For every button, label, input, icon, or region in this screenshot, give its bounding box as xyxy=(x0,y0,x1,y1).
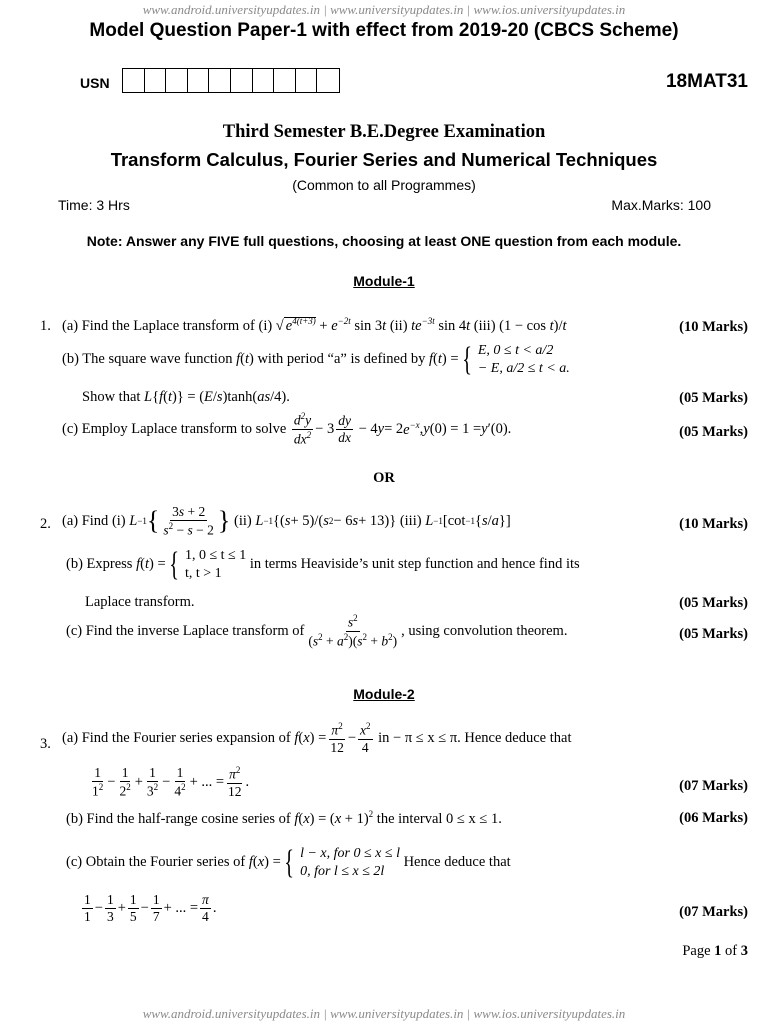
instructions-note: Note: Answer any FIVE full questions, choosing at least ONE question from each module. xyxy=(86,233,682,249)
q1a-expr-i: √ $e^{4(t+3)} + e^{-2t}$ sin 3t xyxy=(275,316,387,334)
usn-input-boxes[interactable] xyxy=(122,68,340,93)
paper-title: Model Question Paper-1 with effect from 2019-20 (CBCS Scheme) xyxy=(89,20,679,41)
page-number: Page 1 of 3 xyxy=(682,943,748,959)
q3c-marks: (07 Marks) xyxy=(679,904,748,920)
q1a-text: (a) Find the Laplace transform of (i) √ $e^{4(t+3)} + e^{-2t}$ sin 3t (ii) $te^{-3t}$ sin 4t (iii) (1 − cos t)/t xyxy=(62,316,567,334)
q2c-marks: (05 Marks) xyxy=(679,626,748,642)
module-1-heading: Module-1 xyxy=(353,273,415,289)
watermark-top: www.android.universityupdates.in | www.universityupdates.in | www.ios.universityupdates.in xyxy=(142,2,626,17)
exam-title: Third Semester B.E.Degree Examination xyxy=(222,122,546,142)
q1a-expr-iii: (1 − cos t)/t xyxy=(499,317,567,334)
q2a-marks: (10 Marks) xyxy=(679,516,748,532)
q2-number: 2. xyxy=(40,516,51,532)
q3a-series: $\frac{1}{1^2}$ − $\frac{1}{2^2}$ + $\frac{1}{3^2}$ − $\frac{1}{4^2}$ + ... = $\frac{\pi^2}{12}$ . xyxy=(92,765,250,799)
q1c-text: (c) Employ Laplace transform to solve $\frac{d^2y}{dx^2}$ − 3 $\frac{dy}{dx}$ − 4 y = 2 $e^{-x}$ , y (0) = 1 = y ′(0). xyxy=(62,411,512,447)
q3b-marks: (06 Marks) xyxy=(679,810,748,826)
q3a-text: (a) Find the Fourier series expansion of f ( x ) = $\frac{\pi^2}{12}$ − $\frac{x^2}{4}$ in − π ≤ x ≤ π. Hence deduce that xyxy=(62,721,572,755)
or-separator: OR xyxy=(373,470,395,486)
q3c-text: (c) Obtain the Fourier series of f ( x ) = { l − x, for 0 ≤ x ≤ l 0, for l ≤ x ≤ 2l Hence deduce that xyxy=(66,843,511,881)
q1a-expr-ii: $te^{-3t}$ sin 4t xyxy=(411,316,471,334)
q3b-text: (b) Find the half-range cosine series of $f(x) = (x + 1)^2$ the interval 0 ≤ x ≤ 1. xyxy=(66,809,502,827)
common-note: (Common to all Programmes) xyxy=(292,177,476,193)
q2b-marks: (05 Marks) xyxy=(679,595,748,611)
q1b-marks: (05 Marks) xyxy=(679,390,748,406)
q3a-marks: (07 Marks) xyxy=(679,778,748,794)
q2b-piecewise: { 1, 0 ≤ t ≤ 1 t, t > 1 xyxy=(168,545,247,583)
subject-title: Transform Calculus, Fourier Series and Numerical Techniques xyxy=(110,149,658,170)
q3c-piecewise: { l − x, for 0 ≤ x ≤ l 0, for l ≤ x ≤ 2l xyxy=(284,843,400,881)
subject-code: 18MAT31 xyxy=(665,71,748,92)
q1b-text: (b) The square wave function f ( t ) with period “a” is defined by f ( t ) = { E, 0 ≤ t < a/2 − E, a/2 ≤ t < a. xyxy=(62,340,570,378)
usn-label: USN xyxy=(80,75,110,91)
q3c-series: $\frac{1}{1}$ − $\frac{1}{3}$ + $\frac{1}{5}$ − $\frac{1}{7}$ + ... = $\frac{\pi}{4}$ . xyxy=(84,892,217,925)
q1b-piecewise: { E, 0 ≤ t < a/2 − E, a/2 ≤ t < a. xyxy=(461,340,570,378)
q2b-line2: Laplace transform. xyxy=(85,594,195,610)
q1-number: 1. xyxy=(40,318,51,334)
q2b-text: (b) Express f ( t ) = { 1, 0 ≤ t ≤ 1 t, t > 1 in terms Heaviside’s unit step function and hence find its xyxy=(66,545,580,583)
time-label: Time: 3 Hrs xyxy=(58,197,130,213)
q1c-marks: (05 Marks) xyxy=(679,424,748,440)
q3-number: 3. xyxy=(40,736,51,752)
q1a-marks: (10 Marks) xyxy=(679,319,748,335)
watermark-bottom: www.android.universityupdates.in | www.universityupdates.in | www.ios.universityupdates.in xyxy=(142,1006,626,1021)
q2a-text: (a) Find (i) L −1 { $\frac{3s + 2}{s^2 - s - 2}$ } (ii) L −1 {( s + 5)/( s 2 − 6 s + 13)} (iii) L −1 [cot −1 { s / a }] xyxy=(62,504,511,538)
q1b-show: Show that L{f(t)} = (E/s)tanh(as/4). xyxy=(82,389,290,405)
module-2-heading: Module-2 xyxy=(353,686,415,702)
max-marks-label: Max.Marks: 100 xyxy=(611,197,711,213)
q2c-text: (c) Find the inverse Laplace transform of $\frac{s^2}{(s^2 + a^2)(s^2 + b^2)}$ , using convolution theorem. xyxy=(66,613,568,649)
